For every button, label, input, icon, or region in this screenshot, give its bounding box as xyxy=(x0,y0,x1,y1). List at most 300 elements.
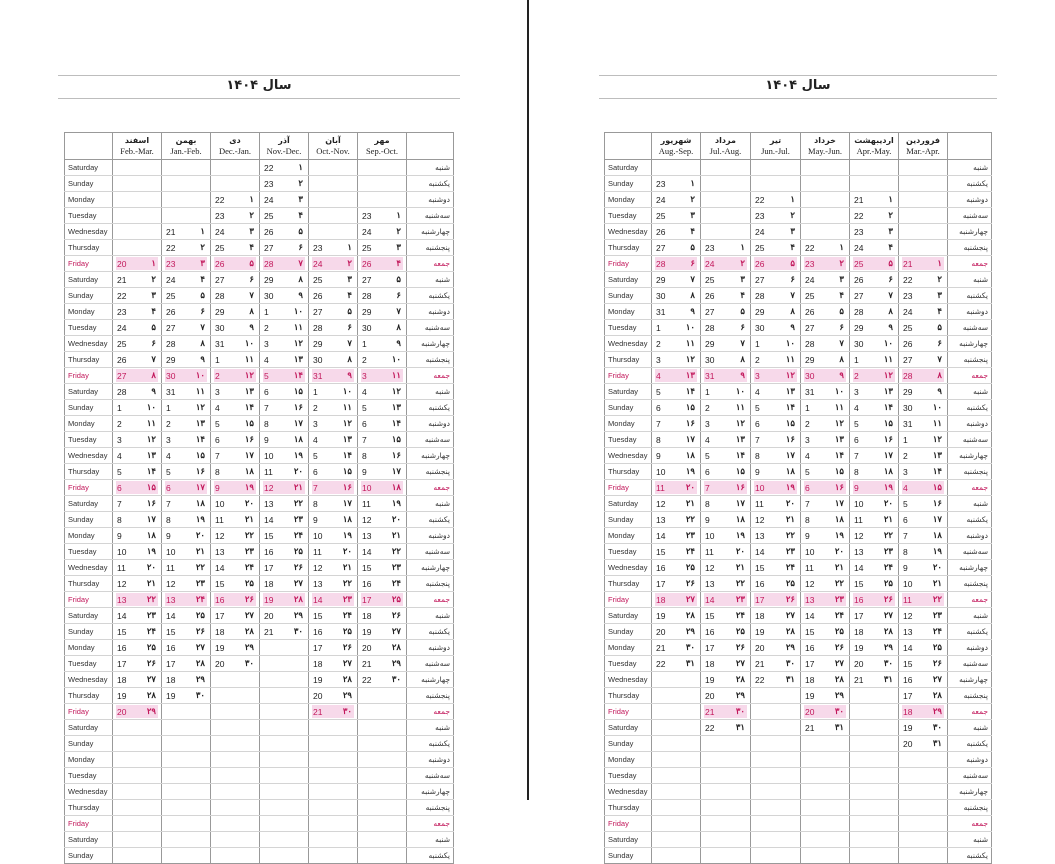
day-slot xyxy=(850,208,899,224)
day-slot xyxy=(801,752,850,768)
persian-day: ۱۶ xyxy=(785,434,795,444)
month-header-label xyxy=(850,135,898,157)
day-slot xyxy=(211,816,260,832)
day-cell xyxy=(116,289,158,302)
weekday-fa: شنبه xyxy=(407,496,454,512)
gregorian-day: 22 xyxy=(755,194,765,205)
day-cell xyxy=(263,289,305,302)
day-slot xyxy=(899,544,948,560)
day-cell xyxy=(902,673,944,686)
persian-day: ۱ xyxy=(790,194,795,204)
persian-day: ۱۱ xyxy=(932,418,942,428)
gregorian-day: 7 xyxy=(656,418,661,429)
gregorian-day: 4 xyxy=(313,434,318,445)
day-cell xyxy=(902,369,944,382)
weekday-fa: دوشنبه xyxy=(407,528,454,544)
day-cell xyxy=(263,225,305,238)
day-slot xyxy=(701,608,751,624)
gregorian-day: 2 xyxy=(755,354,760,365)
persian-day: ۲ xyxy=(839,258,844,268)
day-cell xyxy=(754,465,797,478)
day-cell xyxy=(804,561,846,574)
day-slot xyxy=(899,208,948,224)
week-row xyxy=(65,704,454,720)
persian-day: ۳۰ xyxy=(685,642,695,652)
day-cell xyxy=(704,529,747,542)
gregorian-day: 23 xyxy=(805,258,815,269)
weekday-en: Monday xyxy=(65,192,113,208)
gregorian-day: 3 xyxy=(215,386,220,397)
weekday-fa: جمعه xyxy=(407,592,454,608)
day-slot xyxy=(701,544,751,560)
day-slot xyxy=(801,544,850,560)
gregorian-day: 10 xyxy=(362,482,372,493)
week-row xyxy=(65,160,454,176)
persian-day: ۳۰ xyxy=(883,658,893,668)
day-cell xyxy=(853,417,895,430)
gregorian-day: 3 xyxy=(313,418,318,429)
day-cell xyxy=(804,465,846,478)
persian-day: ۱۸ xyxy=(785,466,795,476)
day-cell xyxy=(754,353,797,366)
gregorian-day: 27 xyxy=(656,242,666,253)
gregorian-day: 25 xyxy=(313,274,323,285)
gregorian-day: 5 xyxy=(903,498,908,509)
gregorian-day: 7 xyxy=(805,498,810,509)
day-cell xyxy=(902,689,944,702)
gregorian-day: 18 xyxy=(755,610,765,621)
gregorian-day: 14 xyxy=(313,594,323,605)
gregorian-day: 6 xyxy=(264,386,269,397)
day-cell xyxy=(853,609,895,622)
day-slot xyxy=(113,704,162,720)
gregorian-day: 16 xyxy=(903,674,913,685)
persian-day: ۱۰ xyxy=(146,402,156,412)
day-cell xyxy=(853,513,895,526)
day-slot xyxy=(751,480,801,496)
day-slot xyxy=(751,624,801,640)
gregorian-day: 15 xyxy=(805,626,815,637)
gregorian-day: 11 xyxy=(264,466,273,477)
gregorian-day: 7 xyxy=(215,450,220,461)
week-row xyxy=(65,480,454,496)
day-slot xyxy=(211,208,260,224)
month-header xyxy=(113,133,162,160)
weekday-en: Friday xyxy=(65,256,113,272)
day-slot xyxy=(211,352,260,368)
day-slot xyxy=(309,832,358,848)
gregorian-day: 1 xyxy=(903,434,908,445)
left-page xyxy=(0,0,527,860)
persian-day: ۹ xyxy=(937,386,942,396)
gregorian-day: 21 xyxy=(903,258,913,269)
day-cell xyxy=(853,289,895,302)
gregorian-day: 8 xyxy=(854,466,859,477)
day-slot xyxy=(850,560,899,576)
day-cell xyxy=(116,577,158,590)
gregorian-day: 23 xyxy=(854,226,864,237)
day-cell xyxy=(312,305,354,318)
day-slot xyxy=(162,448,211,464)
day-slot xyxy=(701,576,751,592)
day-cell xyxy=(902,417,944,430)
persian-day: ۱۶ xyxy=(293,402,303,412)
weekday-fa: چهارشنبه xyxy=(948,672,992,688)
day-cell xyxy=(312,385,354,398)
day-slot xyxy=(899,432,948,448)
day-slot xyxy=(850,528,899,544)
gregorian-day: 27 xyxy=(705,306,715,317)
day-cell xyxy=(312,481,354,494)
day-slot xyxy=(162,592,211,608)
gregorian-day: 19 xyxy=(215,642,225,653)
day-slot xyxy=(309,416,358,432)
persian-day: ۷ xyxy=(690,274,695,284)
persian-day: ۲۱ xyxy=(391,530,401,540)
day-cell xyxy=(853,369,895,382)
gregorian-day: 31 xyxy=(313,370,323,381)
persian-day: ۱۶ xyxy=(342,482,352,492)
gregorian-day: 21 xyxy=(705,706,715,717)
persian-day: ۱ xyxy=(200,226,205,236)
day-cell xyxy=(902,449,944,462)
weekday-fa: یکشنبه xyxy=(948,400,992,416)
week-row xyxy=(65,736,454,752)
persian-day: ۱۷ xyxy=(293,418,303,428)
gregorian-day: 29 xyxy=(805,354,815,365)
persian-day: ۱۵ xyxy=(932,482,942,492)
gregorian-day: 18 xyxy=(705,658,715,669)
persian-day: ۹ xyxy=(740,370,745,380)
persian-day: ۲۳ xyxy=(342,594,352,604)
day-slot xyxy=(309,480,358,496)
gregorian-day: 17 xyxy=(215,610,225,621)
weekday-en: Wednesday xyxy=(65,672,113,688)
gregorian-day: 11 xyxy=(705,546,714,557)
gregorian-day: 2 xyxy=(264,322,269,333)
day-slot xyxy=(260,544,309,560)
day-cell xyxy=(804,497,846,510)
day-slot xyxy=(652,528,701,544)
persian-day: ۲۷ xyxy=(735,658,745,668)
persian-day: ۵ xyxy=(839,306,844,316)
day-slot xyxy=(260,352,309,368)
day-slot xyxy=(260,496,309,512)
header-row xyxy=(65,133,454,160)
week-row xyxy=(605,416,992,432)
gregorian-day: 27 xyxy=(166,322,176,333)
day-slot xyxy=(309,288,358,304)
day-slot xyxy=(211,192,260,208)
day-slot xyxy=(260,224,309,240)
gregorian-day: 12 xyxy=(755,514,765,525)
persian-day: ۲۵ xyxy=(244,578,254,588)
persian-day: ۷ xyxy=(790,290,795,300)
day-slot xyxy=(358,160,407,176)
day-slot xyxy=(652,784,701,800)
persian-day: ۲۰ xyxy=(342,546,352,556)
persian-day: ۱۳ xyxy=(244,386,254,396)
gregorian-day: 21 xyxy=(755,658,765,669)
persian-day: ۱۱ xyxy=(785,354,795,364)
day-slot xyxy=(358,448,407,464)
day-slot xyxy=(701,752,751,768)
day-cell xyxy=(704,641,747,654)
day-cell xyxy=(312,321,354,334)
day-slot xyxy=(850,240,899,256)
gregorian-day: 31 xyxy=(903,418,913,429)
persian-day: ۱۹ xyxy=(195,514,205,524)
persian-day: ۲۵ xyxy=(195,610,205,620)
gregorian-day: 3 xyxy=(805,434,810,445)
persian-day: ۹ xyxy=(151,386,156,396)
gregorian-day: 2 xyxy=(656,338,661,349)
day-slot xyxy=(260,160,309,176)
day-cell xyxy=(165,465,207,478)
day-slot xyxy=(751,432,801,448)
day-cell xyxy=(754,481,797,494)
day-slot xyxy=(751,272,801,288)
persian-day: ۲۰ xyxy=(785,498,795,508)
weekday-en: Sunday xyxy=(605,512,652,528)
day-cell xyxy=(165,561,207,574)
persian-day: ۹ xyxy=(790,322,795,332)
day-cell xyxy=(116,705,158,718)
day-cell xyxy=(165,385,207,398)
gregorian-day: 24 xyxy=(313,258,323,269)
day-slot xyxy=(211,432,260,448)
persian-day: ۲۱ xyxy=(735,562,745,572)
day-slot xyxy=(211,800,260,816)
persian-day: ۱۷ xyxy=(834,498,844,508)
day-cell xyxy=(361,369,403,382)
weekday-fa: دوشنبه xyxy=(407,304,454,320)
day-cell xyxy=(165,577,207,590)
persian-day: ۷ xyxy=(740,338,745,348)
day-cell xyxy=(165,513,207,526)
day-cell xyxy=(655,561,697,574)
week-row xyxy=(65,432,454,448)
day-cell xyxy=(263,321,305,334)
persian-day: ۲۹ xyxy=(735,690,745,700)
day-cell xyxy=(902,721,944,734)
day-slot xyxy=(652,544,701,560)
day-cell xyxy=(214,593,256,606)
gregorian-day: 28 xyxy=(705,322,715,333)
day-cell xyxy=(263,305,305,318)
day-slot xyxy=(260,720,309,736)
gregorian-day: 17 xyxy=(755,594,765,605)
gregorian-day: 4 xyxy=(264,354,269,365)
persian-day: ۲۴ xyxy=(293,530,303,540)
persian-day: ۱۴ xyxy=(685,386,695,396)
persian-day: ۲۱ xyxy=(685,498,695,508)
gregorian-day: 20 xyxy=(313,690,323,701)
persian-day: ۲۳ xyxy=(834,594,844,604)
day-slot xyxy=(899,608,948,624)
day-slot xyxy=(358,240,407,256)
weekday-fa: سه‌شنبه xyxy=(948,768,992,784)
persian-day: ۱۱ xyxy=(834,402,844,412)
day-slot xyxy=(162,384,211,400)
gregorian-day: 21 xyxy=(313,706,323,717)
persian-day: ۲۹ xyxy=(244,642,254,652)
day-slot xyxy=(850,272,899,288)
persian-day: ۲۵ xyxy=(834,626,844,636)
day-cell xyxy=(902,273,944,286)
day-slot xyxy=(701,560,751,576)
gregorian-day: 14 xyxy=(705,594,715,605)
day-slot xyxy=(652,352,701,368)
persian-day: ۵ xyxy=(888,258,893,268)
gregorian-day: 7 xyxy=(264,402,269,413)
day-slot xyxy=(113,384,162,400)
gregorian-day: 11 xyxy=(656,482,665,493)
day-cell xyxy=(754,209,797,222)
day-slot xyxy=(850,432,899,448)
gregorian-day: 31 xyxy=(215,338,225,349)
month-header xyxy=(701,133,751,160)
weekday-fa: دوشنبه xyxy=(407,752,454,768)
day-slot xyxy=(162,224,211,240)
gregorian-day: 3 xyxy=(656,354,661,365)
week-row xyxy=(605,704,992,720)
gregorian-day: 3 xyxy=(903,466,908,477)
day-cell xyxy=(263,481,305,494)
gregorian-day: 4 xyxy=(705,434,710,445)
day-slot xyxy=(899,672,948,688)
weekday-fa: دوشنبه xyxy=(948,416,992,432)
gregorian-day: 9 xyxy=(656,450,661,461)
gregorian-day: 28 xyxy=(313,322,323,333)
gregorian-day: 5 xyxy=(805,466,810,477)
day-cell xyxy=(214,337,256,350)
weekday-en: Saturday xyxy=(65,160,113,176)
day-slot xyxy=(113,352,162,368)
day-cell xyxy=(704,465,747,478)
persian-day: ۱۷ xyxy=(932,514,942,524)
gregorian-day: 28 xyxy=(117,386,127,397)
weekday-fa: پنجشنبه xyxy=(407,688,454,704)
day-slot xyxy=(309,432,358,448)
day-cell xyxy=(263,401,305,414)
gregorian-day: 14 xyxy=(805,610,815,621)
day-slot xyxy=(358,608,407,624)
gregorian-day: 1 xyxy=(264,306,269,317)
day-slot xyxy=(850,160,899,176)
persian-day: ۱۱ xyxy=(735,402,745,412)
persian-day: ۱۸ xyxy=(244,466,254,476)
month-name-fa: اردیبهشت xyxy=(854,136,894,145)
persian-day: ۲۰ xyxy=(883,498,893,508)
persian-day: ۶ xyxy=(839,322,844,332)
day-slot xyxy=(211,736,260,752)
day-cell xyxy=(853,193,895,206)
day-cell xyxy=(263,337,305,350)
day-cell xyxy=(214,273,256,286)
gregorian-day: 9 xyxy=(755,466,760,477)
persian-day: ۷ xyxy=(937,354,942,364)
persian-day: ۱۳ xyxy=(146,450,156,460)
persian-day: ۱۶ xyxy=(932,498,942,508)
day-cell xyxy=(361,577,403,590)
day-slot xyxy=(652,704,701,720)
day-cell xyxy=(754,289,797,302)
gregorian-day: 31 xyxy=(805,386,815,397)
day-slot xyxy=(850,592,899,608)
day-slot xyxy=(113,400,162,416)
gregorian-day: 22 xyxy=(215,194,225,205)
day-cell xyxy=(116,337,158,350)
persian-day: ۷ xyxy=(249,290,254,300)
week-row xyxy=(65,784,454,800)
persian-day: ۱۴ xyxy=(342,450,352,460)
day-cell xyxy=(804,305,846,318)
day-cell xyxy=(116,497,158,510)
day-slot xyxy=(751,288,801,304)
day-slot xyxy=(211,688,260,704)
day-cell xyxy=(165,497,207,510)
persian-day: ۴ xyxy=(839,290,844,300)
gregorian-day: 27 xyxy=(854,290,864,301)
gregorian-day: 12 xyxy=(215,530,225,541)
day-slot xyxy=(751,704,801,720)
weekday-fa: چهارشنبه xyxy=(948,784,992,800)
day-cell xyxy=(361,417,403,430)
day-slot xyxy=(701,416,751,432)
day-cell xyxy=(804,481,846,494)
persian-day: ۵ xyxy=(790,258,795,268)
persian-day: ۱۳ xyxy=(735,434,745,444)
day-slot xyxy=(850,544,899,560)
gregorian-day: 9 xyxy=(313,514,318,525)
persian-day: ۳ xyxy=(690,210,695,220)
persian-day: ۲۹ xyxy=(834,690,844,700)
right-year-title: سال ۱۴۰۴ xyxy=(765,78,831,93)
weekday-en: Wednesday xyxy=(605,336,652,352)
week-row xyxy=(605,352,992,368)
persian-day: ۲۲ xyxy=(244,530,254,540)
persian-day: ۱۸ xyxy=(146,530,156,540)
gregorian-day: 25 xyxy=(362,242,372,253)
day-slot xyxy=(751,240,801,256)
gregorian-day: 19 xyxy=(117,690,127,701)
day-cell xyxy=(704,609,747,622)
weekday-fa: پنجشنبه xyxy=(948,576,992,592)
day-cell xyxy=(853,321,895,334)
day-slot xyxy=(113,512,162,528)
gregorian-day: 29 xyxy=(362,306,372,317)
day-cell xyxy=(165,545,207,558)
persian-day: ۵ xyxy=(690,242,695,252)
day-slot xyxy=(162,752,211,768)
persian-day: ۵ xyxy=(347,306,352,316)
persian-day: ۱۸ xyxy=(391,482,401,492)
persian-day: ۲۱ xyxy=(244,514,254,524)
gregorian-day: 7 xyxy=(166,498,171,509)
weekday-en: Friday xyxy=(605,816,652,832)
day-cell xyxy=(754,321,797,334)
day-slot xyxy=(260,288,309,304)
gregorian-day: 8 xyxy=(755,450,760,461)
day-slot xyxy=(850,608,899,624)
day-slot xyxy=(309,224,358,240)
gregorian-day: 15 xyxy=(903,658,913,669)
gregorian-day: 20 xyxy=(117,706,127,717)
day-slot xyxy=(162,432,211,448)
gregorian-day: 24 xyxy=(705,258,715,269)
persian-day: ۲۴ xyxy=(685,546,695,556)
